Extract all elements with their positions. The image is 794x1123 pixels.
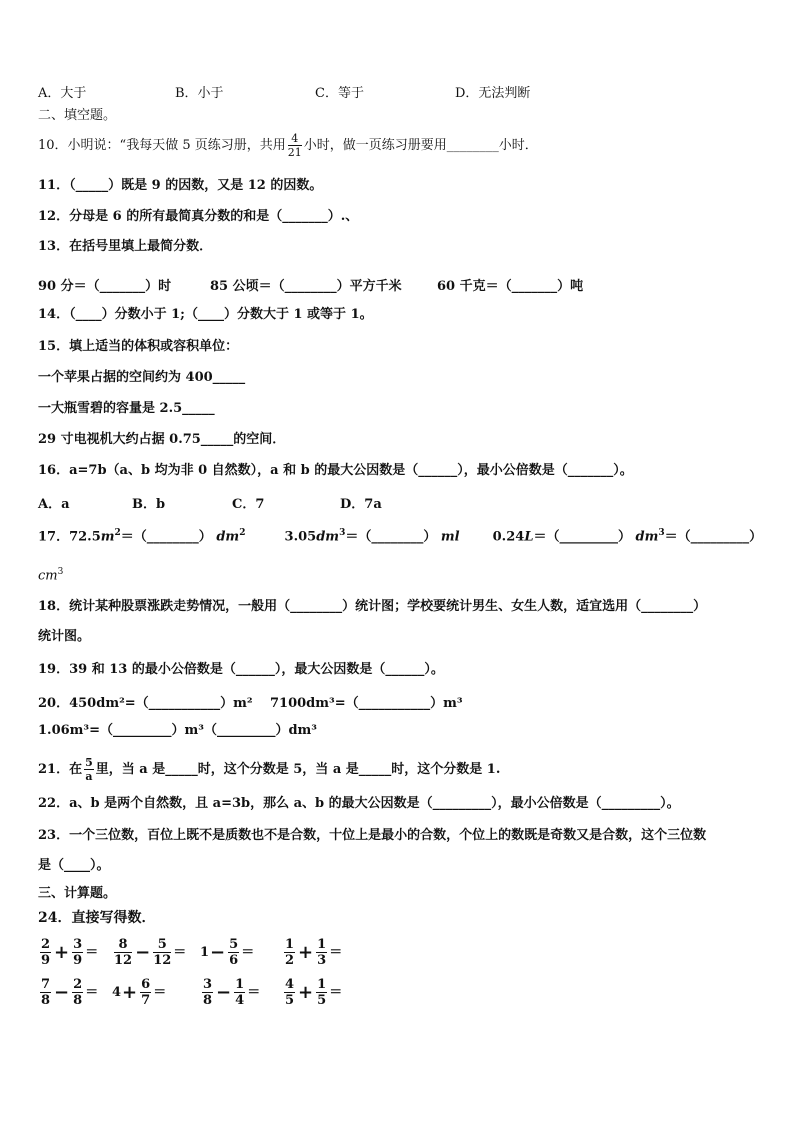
q17-sup6: 3 bbox=[658, 528, 665, 538]
math-term: 5 bbox=[317, 993, 327, 1008]
question-15: 15．填上适当的体积或容积单位： bbox=[38, 339, 239, 354]
q17-part6: ＝（_________） bbox=[533, 529, 631, 545]
math-term: 6 bbox=[141, 977, 151, 992]
fraction bbox=[72, 978, 83, 1007]
calc-r1c1 bbox=[38, 938, 98, 967]
section-calculation-heading: 三、计算题。 bbox=[38, 886, 117, 901]
q21-text-pre: 21．在 bbox=[38, 762, 83, 777]
question-24: 24．直接写得数． bbox=[38, 910, 156, 926]
fraction bbox=[114, 938, 132, 967]
math-term: 12 bbox=[114, 953, 133, 968]
math-term: ＝ bbox=[85, 945, 99, 960]
math-term: ＝ bbox=[247, 985, 261, 1000]
q16-option-a: A．a bbox=[38, 497, 70, 512]
choice-c: C．等于 bbox=[315, 86, 364, 101]
question-15-item-a: 一个苹果占据的空间约为 400_____ bbox=[38, 370, 246, 385]
choice-b: B．小于 bbox=[175, 86, 224, 101]
math-term: 3 bbox=[317, 953, 327, 968]
question-13-item-b: 85 公顷＝（________）平方千米 bbox=[210, 279, 402, 294]
question-17 bbox=[38, 524, 762, 546]
question-18-line2: 统计图。 bbox=[38, 629, 91, 644]
q17-sup2: 2 bbox=[239, 528, 246, 538]
q17-sup1: 2 bbox=[114, 528, 121, 538]
q17-sup7: 3 bbox=[57, 567, 64, 577]
fraction bbox=[316, 978, 327, 1007]
fraction bbox=[153, 938, 171, 967]
q17-unit-m: m bbox=[100, 529, 115, 545]
question-12: 12．分母是 6 的所有最简真分数的和是（_______）.、 bbox=[38, 209, 359, 224]
question-21 bbox=[38, 757, 500, 782]
math-term: 9 bbox=[73, 953, 83, 968]
q10-fraction-numerator: 4 bbox=[288, 133, 302, 146]
math-term: 2 bbox=[285, 953, 295, 968]
question-10 bbox=[38, 133, 538, 158]
math-term: 5 bbox=[285, 993, 295, 1008]
q17-unit-cm3: cm bbox=[38, 568, 58, 584]
q17-unit-ml: ml bbox=[440, 529, 460, 545]
question-18-line1: 18．统计某种股票涨跌走势情况，一般用（________）统计图；学校要统计男生、女生人数，适宜选用（________） bbox=[38, 599, 707, 614]
math-term: 3 bbox=[73, 937, 83, 952]
math-term: 8 bbox=[114, 938, 132, 953]
math-term: 1 bbox=[285, 937, 295, 952]
q10-text-post: 小时，做一页练习册要用________小时． bbox=[303, 138, 538, 153]
fraction bbox=[316, 938, 327, 967]
math-term: 4 bbox=[235, 993, 245, 1008]
math-term: 8 bbox=[203, 993, 213, 1008]
math-term: ＝ bbox=[329, 985, 343, 1000]
fraction bbox=[228, 938, 239, 967]
q17-part1: 17．72.5 bbox=[38, 529, 101, 545]
question-15-item-c: 29 寸电视机大约占据 0.75_____的空间． bbox=[38, 432, 286, 447]
calc-r2c4 bbox=[282, 978, 342, 1007]
math-term: 1 bbox=[235, 977, 245, 992]
fraction bbox=[40, 978, 51, 1007]
q17-trailing-unit bbox=[38, 563, 63, 585]
math-term: + bbox=[298, 982, 314, 1003]
math-term: + bbox=[298, 942, 314, 963]
fraction bbox=[72, 938, 83, 967]
math-term: ＝ bbox=[153, 985, 167, 1000]
math-term: 7 bbox=[41, 977, 51, 992]
math-term: ＝ bbox=[241, 945, 255, 960]
math-term: 9 bbox=[41, 953, 51, 968]
math-term: − bbox=[216, 982, 232, 1003]
math-term: 2 bbox=[73, 977, 83, 992]
question-20-item-c: 1.06m³=（_________）m³（_________）dm³ bbox=[38, 723, 317, 738]
q17-unit-l: L bbox=[524, 529, 534, 545]
math-term: 4 bbox=[285, 977, 295, 992]
question-20-item-a: 20．450dm²=（___________）m² bbox=[38, 696, 253, 711]
math-term: − bbox=[210, 942, 226, 963]
calc-r2c3 bbox=[200, 978, 260, 1007]
q17-unit-dm: dm bbox=[216, 529, 240, 545]
calc-r1c2 bbox=[112, 938, 186, 967]
math-term: 3 bbox=[203, 977, 213, 992]
fraction bbox=[140, 978, 151, 1007]
question-23-line2: 是（____）。 bbox=[38, 858, 110, 873]
math-term: 5 bbox=[229, 937, 239, 952]
q10-text-pre: 10．小明说：“我每天做 5 页练习册，共用 bbox=[38, 138, 286, 153]
calc-r2c1 bbox=[38, 978, 98, 1007]
fraction bbox=[202, 978, 213, 1007]
math-term: 12 bbox=[153, 953, 172, 968]
q17-unit-dm3b: dm bbox=[635, 529, 659, 545]
q16-option-d: D．7a bbox=[340, 497, 382, 512]
calc-r1c3 bbox=[200, 938, 254, 967]
question-23-line1: 23．一个三位数，百位上既不是质数也不是合数，十位上是最小的合数，个位上的数既是奇数又是合数，这个三位数 bbox=[38, 828, 707, 843]
fraction bbox=[234, 978, 245, 1007]
calc-r1c4 bbox=[282, 938, 342, 967]
choice-d: D．无法判断 bbox=[455, 86, 531, 101]
math-term: + bbox=[122, 982, 138, 1003]
fraction bbox=[284, 978, 295, 1007]
choice-a: A．大于 bbox=[38, 86, 87, 101]
math-term: 8 bbox=[73, 993, 83, 1008]
question-19: 19．39 和 13 的最小公倍数是（______），最大公因数是（______）。 bbox=[38, 662, 444, 677]
math-term: 1 bbox=[200, 945, 210, 960]
math-term: 4 bbox=[112, 985, 122, 1000]
q17-sup3: 3 bbox=[339, 528, 346, 538]
question-14: 14．（____）分数小于 1;（____）分数大于 1 或等于 1。 bbox=[38, 307, 373, 322]
q21-text-post: 里，当 a 是_____时，这个分数是 5，当 a 是_____时，这个分数是 1. bbox=[95, 762, 501, 777]
q21-fraction-denominator: a bbox=[85, 770, 93, 783]
math-term: 6 bbox=[229, 953, 239, 968]
fraction bbox=[284, 938, 295, 967]
q17-part4: ＝（________） bbox=[345, 529, 437, 545]
q17-part5: 0.24 bbox=[492, 529, 525, 545]
q21-fraction bbox=[84, 757, 94, 782]
math-term: 2 bbox=[41, 937, 51, 952]
question-11: 11．（_____）既是 9 的因数，又是 12 的因数。 bbox=[38, 178, 323, 193]
question-13-item-a: 90 分＝（_______）时 bbox=[38, 279, 172, 294]
question-13: 13．在括号里填上最简分数． bbox=[38, 239, 213, 254]
math-term: − bbox=[54, 982, 70, 1003]
math-term: − bbox=[135, 942, 151, 963]
q10-fraction bbox=[288, 133, 302, 158]
math-term: + bbox=[54, 942, 70, 963]
question-20-item-b: 7100dm³=（___________）m³ bbox=[270, 696, 463, 711]
math-term: 7 bbox=[141, 993, 151, 1008]
math-term: ＝ bbox=[329, 945, 343, 960]
math-term: 1 bbox=[317, 977, 327, 992]
fraction bbox=[40, 938, 51, 967]
q10-fraction-denominator: 21 bbox=[287, 146, 302, 159]
math-term: 1 bbox=[317, 937, 327, 952]
math-term: ＝ bbox=[173, 945, 187, 960]
calc-r2c2 bbox=[112, 978, 166, 1007]
math-term: 8 bbox=[41, 993, 51, 1008]
q21-fraction-numerator: 5 bbox=[85, 756, 93, 769]
section-fill-blank-heading: 二、填空题。 bbox=[38, 108, 117, 123]
q17-unit-dm3: dm bbox=[316, 529, 340, 545]
q17-part7: ＝（_________） bbox=[664, 529, 763, 545]
q17-part3: 3.05 bbox=[284, 529, 317, 545]
question-13-item-c: 60 千克＝（_______）吨 bbox=[437, 279, 584, 294]
question-15-item-b: 一大瓶雪碧的容量是 2.5_____ bbox=[38, 401, 215, 416]
math-term: 5 bbox=[153, 938, 171, 953]
q16-option-b: B．b bbox=[132, 497, 166, 512]
question-22: 22．a、b 是两个自然数，且 a=3b，那么 a、b 的最大公因数是（_________），最小公倍数是（_________）。 bbox=[38, 796, 680, 811]
math-term: ＝ bbox=[85, 985, 99, 1000]
q16-option-c: C．7 bbox=[232, 497, 265, 512]
q17-part2: ＝（________） bbox=[120, 529, 212, 545]
question-16: 16．a=7b（a、b 均为非 0 自然数），a 和 b 的最大公因数是（______），最小公倍数是（_______）。 bbox=[38, 463, 633, 478]
